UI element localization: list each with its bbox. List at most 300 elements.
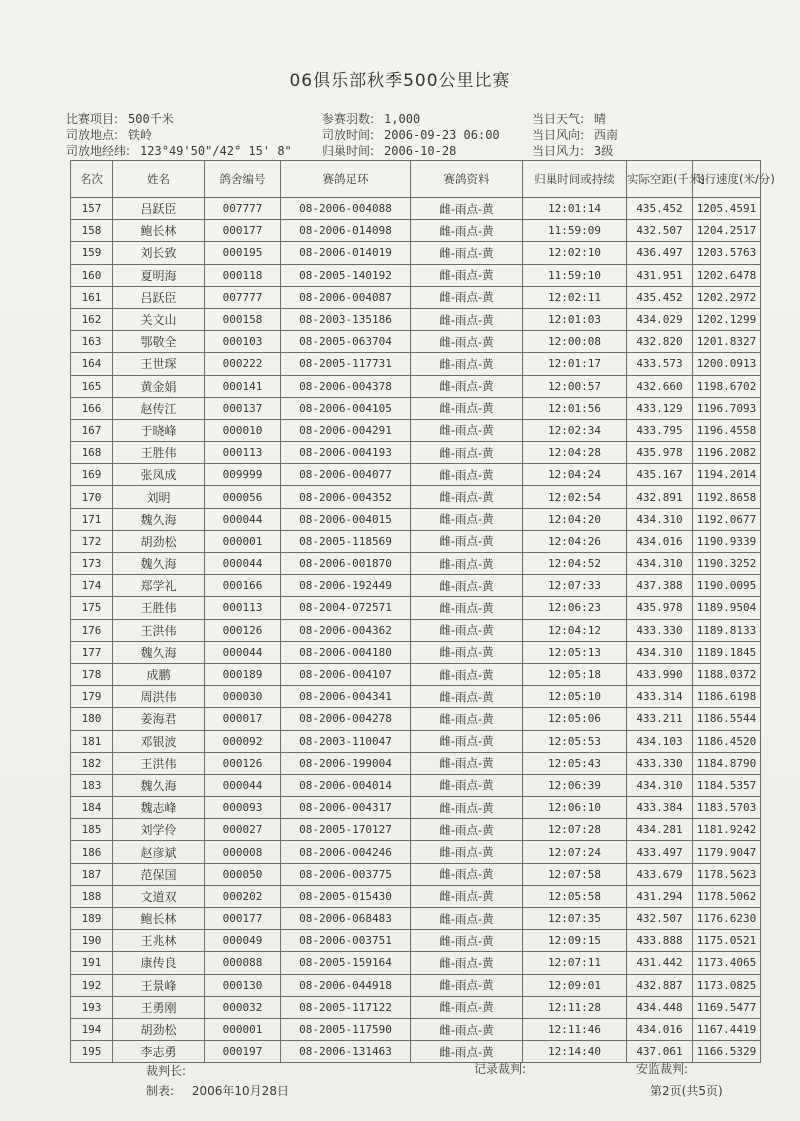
- cell-name: 王洪伟: [113, 752, 205, 774]
- cell-ring: 08-2006-014019: [281, 242, 411, 264]
- made-by-label: 制表:: [146, 1084, 175, 1098]
- cell-loft-id: 000056: [205, 486, 281, 508]
- cell-pigeon-info: 雌-雨点-黄: [411, 1041, 523, 1063]
- made-by: [146, 1082, 289, 1099]
- cell-loft-id: 000113: [205, 597, 281, 619]
- cell-pigeon-info: 雌-雨点-黄: [411, 774, 523, 796]
- cell-arrival-time: 12:11:28: [523, 996, 627, 1018]
- cell-ring: 08-2005-063704: [281, 331, 411, 353]
- cell-ring: 08-2006-192449: [281, 575, 411, 597]
- cell-loft-id: 000017: [205, 708, 281, 730]
- cell-distance: 433.497: [627, 841, 693, 863]
- cell-distance: 433.795: [627, 419, 693, 441]
- cell-ring: 08-2006-004105: [281, 397, 411, 419]
- cell-ring: 08-2006-004193: [281, 442, 411, 464]
- cell-ring: 08-2005-015430: [281, 885, 411, 907]
- table-row: [71, 375, 761, 397]
- cell-pigeon-info: 雌-雨点-黄: [411, 442, 523, 464]
- cell-loft-id: 000027: [205, 819, 281, 841]
- cell-rank: 158: [71, 220, 113, 242]
- cell-ring: 08-2006-004362: [281, 619, 411, 641]
- cell-distance: 431.951: [627, 264, 693, 286]
- cell-name: 成鹏: [113, 663, 205, 685]
- cell-speed: 1190.3252: [693, 553, 761, 575]
- cell-pigeon-info: 雌-雨点-黄: [411, 730, 523, 752]
- cell-arrival-time: 12:05:58: [523, 885, 627, 907]
- cell-loft-id: 000010: [205, 419, 281, 441]
- cell-pigeon-info: 雌-雨点-黄: [411, 264, 523, 286]
- wind-force-label: 当日风力:: [532, 144, 585, 158]
- cell-loft-id: 000177: [205, 220, 281, 242]
- table-row: [71, 198, 761, 220]
- cell-rank: 188: [71, 885, 113, 907]
- cell-pigeon-info: 雌-雨点-黄: [411, 331, 523, 353]
- return-time-label: 归巢时间:: [322, 144, 375, 158]
- cell-rank: 183: [71, 774, 113, 796]
- table-row: [71, 397, 761, 419]
- cell-name: 刘长致: [113, 242, 205, 264]
- cell-speed: 1192.8658: [693, 486, 761, 508]
- cell-name: 关文山: [113, 308, 205, 330]
- cell-speed: 1189.1845: [693, 641, 761, 663]
- cell-distance: 431.294: [627, 885, 693, 907]
- cell-pigeon-info: 雌-雨点-黄: [411, 885, 523, 907]
- cell-arrival-time: 12:07:58: [523, 863, 627, 885]
- table-row: [71, 908, 761, 930]
- cell-speed: 1196.2082: [693, 442, 761, 464]
- cell-pigeon-info: 雌-雨点-黄: [411, 974, 523, 996]
- cell-pigeon-info: 雌-雨点-黄: [411, 198, 523, 220]
- cell-name: 姜海君: [113, 708, 205, 730]
- cell-loft-id: 007777: [205, 286, 281, 308]
- cell-rank: 189: [71, 908, 113, 930]
- cell-name: 张凤成: [113, 464, 205, 486]
- event-item-label: 比赛项目:: [66, 112, 119, 126]
- event-item-value: 500千米: [128, 112, 174, 126]
- cell-loft-id: 000130: [205, 974, 281, 996]
- cell-pigeon-info: 雌-雨点-黄: [411, 575, 523, 597]
- cell-arrival-time: 12:09:15: [523, 930, 627, 952]
- cell-speed: 1173.4065: [693, 952, 761, 974]
- cell-arrival-time: 12:11:46: [523, 1018, 627, 1040]
- release-place-value: 铁岭: [128, 128, 153, 142]
- table-row: [71, 996, 761, 1018]
- table-row: [71, 841, 761, 863]
- cell-name: 范保国: [113, 863, 205, 885]
- release-coords: [66, 142, 292, 159]
- cell-rank: 186: [71, 841, 113, 863]
- cell-name: 鄂敬全: [113, 331, 205, 353]
- cell-speed: 1188.0372: [693, 663, 761, 685]
- table-row: [71, 974, 761, 996]
- cell-ring: 08-2006-004341: [281, 686, 411, 708]
- cell-loft-id: 000001: [205, 530, 281, 552]
- cell-arrival-time: 12:05:18: [523, 663, 627, 685]
- cell-speed: 1189.9504: [693, 597, 761, 619]
- cell-speed: 1167.4419: [693, 1018, 761, 1040]
- cell-name: 赵彦斌: [113, 841, 205, 863]
- entries-value: 1,000: [384, 112, 421, 126]
- cell-rank: 192: [71, 974, 113, 996]
- cell-speed: 1205.4591: [693, 198, 761, 220]
- cell-arrival-time: 12:04:12: [523, 619, 627, 641]
- cell-distance: 434.310: [627, 553, 693, 575]
- cell-pigeon-info: 雌-雨点-黄: [411, 375, 523, 397]
- cell-arrival-time: 12:05:53: [523, 730, 627, 752]
- cell-arrival-time: 12:06:10: [523, 797, 627, 819]
- release-time-label: 司放时间:: [322, 128, 375, 142]
- cell-loft-id: 000177: [205, 908, 281, 930]
- cell-pigeon-info: 雌-雨点-黄: [411, 530, 523, 552]
- cell-pigeon-info: 雌-雨点-黄: [411, 553, 523, 575]
- cell-distance: 432.507: [627, 908, 693, 930]
- table-row: [71, 220, 761, 242]
- entries: [322, 110, 420, 127]
- cell-speed: 1189.8133: [693, 619, 761, 641]
- cell-arrival-time: 12:05:10: [523, 686, 627, 708]
- cell-speed: 1175.0521: [693, 930, 761, 952]
- cell-rank: 184: [71, 797, 113, 819]
- cell-arrival-time: 12:07:11: [523, 952, 627, 974]
- cell-pigeon-info: 雌-雨点-黄: [411, 619, 523, 641]
- recorder-label: 记录裁判:: [474, 1062, 527, 1076]
- cell-loft-id: 000001: [205, 1018, 281, 1040]
- cell-loft-id: 000044: [205, 508, 281, 530]
- cell-pigeon-info: 雌-雨点-黄: [411, 308, 523, 330]
- cell-arrival-time: 12:05:43: [523, 752, 627, 774]
- cell-name: 鲍长林: [113, 220, 205, 242]
- table-row: [71, 686, 761, 708]
- cell-distance: 432.660: [627, 375, 693, 397]
- results-body: [71, 198, 761, 1063]
- weather-value: 晴: [594, 112, 607, 126]
- cell-arrival-time: 12:00:57: [523, 375, 627, 397]
- cell-rank: 164: [71, 353, 113, 375]
- page-info: 第2页(共5页): [650, 1084, 723, 1098]
- cell-ring: 08-2005-159164: [281, 952, 411, 974]
- cell-loft-id: 000195: [205, 242, 281, 264]
- cell-pigeon-info: 雌-雨点-黄: [411, 841, 523, 863]
- cell-distance: 433.330: [627, 619, 693, 641]
- cell-arrival-time: 12:04:28: [523, 442, 627, 464]
- cell-ring: 08-2005-170127: [281, 819, 411, 841]
- table-row: [71, 553, 761, 575]
- cell-distance: 434.029: [627, 308, 693, 330]
- cell-loft-id: 000158: [205, 308, 281, 330]
- cell-pigeon-info: 雌-雨点-黄: [411, 286, 523, 308]
- cell-rank: 181: [71, 730, 113, 752]
- cell-distance: 433.129: [627, 397, 693, 419]
- cell-ring: 08-2006-004077: [281, 464, 411, 486]
- cell-rank: 163: [71, 331, 113, 353]
- results-table: [70, 160, 775, 1063]
- cell-pigeon-info: 雌-雨点-黄: [411, 686, 523, 708]
- cell-ring: 08-2006-003751: [281, 930, 411, 952]
- cell-name: 王世琛: [113, 353, 205, 375]
- cell-loft-id: 007777: [205, 198, 281, 220]
- col-header-pigeon-info: 赛鸽资料: [411, 161, 523, 198]
- cell-name: 魏久海: [113, 641, 205, 663]
- cell-distance: 433.888: [627, 930, 693, 952]
- return-time-value: 2006-10-28: [384, 144, 457, 158]
- table-row: [71, 486, 761, 508]
- cell-rank: 173: [71, 553, 113, 575]
- table-row: [71, 774, 761, 796]
- cell-speed: 1190.9339: [693, 530, 761, 552]
- cell-ring: 08-2005-117122: [281, 996, 411, 1018]
- cell-ring: 08-2006-004317: [281, 797, 411, 819]
- cell-arrival-time: 12:07:28: [523, 819, 627, 841]
- cell-distance: 435.452: [627, 286, 693, 308]
- cell-name: 王洪伟: [113, 619, 205, 641]
- cell-name: 于晓峰: [113, 419, 205, 441]
- cell-name: 赵传江: [113, 397, 205, 419]
- cell-speed: 1183.5703: [693, 797, 761, 819]
- cell-ring: 08-2006-004278: [281, 708, 411, 730]
- cell-loft-id: 009999: [205, 464, 281, 486]
- table-row: [71, 286, 761, 308]
- table-row: [71, 952, 761, 974]
- cell-rank: 162: [71, 308, 113, 330]
- cell-rank: 185: [71, 819, 113, 841]
- cell-speed: 1173.0825: [693, 974, 761, 996]
- table-row: [71, 641, 761, 663]
- cell-speed: 1202.2972: [693, 286, 761, 308]
- cell-rank: 166: [71, 397, 113, 419]
- cell-speed: 1169.5477: [693, 996, 761, 1018]
- table-row: [71, 619, 761, 641]
- cell-rank: 182: [71, 752, 113, 774]
- cell-name: 吕跃臣: [113, 286, 205, 308]
- cell-rank: 159: [71, 242, 113, 264]
- cell-loft-id: 000049: [205, 930, 281, 952]
- cell-speed: 1184.8790: [693, 752, 761, 774]
- return-time: [322, 142, 456, 159]
- cell-ring: 08-2006-004246: [281, 841, 411, 863]
- col-header-ring: 赛鸽足环: [281, 161, 411, 198]
- cell-name: 魏久海: [113, 553, 205, 575]
- release-place-label: 司放地点:: [66, 128, 119, 142]
- cell-pigeon-info: 雌-雨点-黄: [411, 220, 523, 242]
- cell-loft-id: 000118: [205, 264, 281, 286]
- cell-rank: 170: [71, 486, 113, 508]
- cell-name: 黄金娟: [113, 375, 205, 397]
- cell-loft-id: 000202: [205, 885, 281, 907]
- cell-distance: 433.330: [627, 752, 693, 774]
- cell-ring: 08-2005-117731: [281, 353, 411, 375]
- cell-rank: 178: [71, 663, 113, 685]
- cell-distance: 433.573: [627, 353, 693, 375]
- cell-rank: 168: [71, 442, 113, 464]
- cell-distance: 433.384: [627, 797, 693, 819]
- cell-ring: 08-2004-072571: [281, 597, 411, 619]
- cell-arrival-time: 12:00:08: [523, 331, 627, 353]
- cell-rank: 157: [71, 198, 113, 220]
- cell-rank: 193: [71, 996, 113, 1018]
- cell-speed: 1201.8327: [693, 331, 761, 353]
- cell-speed: 1202.6478: [693, 264, 761, 286]
- wind-direction: [532, 126, 618, 143]
- cell-loft-id: 000044: [205, 774, 281, 796]
- cell-arrival-time: 12:06:39: [523, 774, 627, 796]
- cell-distance: 434.016: [627, 530, 693, 552]
- release-coords-label: 司放地经纬:: [66, 144, 131, 158]
- cell-rank: 167: [71, 419, 113, 441]
- cell-pigeon-info: 雌-雨点-黄: [411, 242, 523, 264]
- judge-head-label: 裁判长:: [146, 1064, 187, 1078]
- cell-loft-id: 000113: [205, 442, 281, 464]
- cell-arrival-time: 12:09:01: [523, 974, 627, 996]
- cell-ring: 08-2005-140192: [281, 264, 411, 286]
- cell-ring: 08-2006-004087: [281, 286, 411, 308]
- cell-ring: 08-2006-004014: [281, 774, 411, 796]
- col-header-loft-id: 鸽舍编号: [205, 161, 281, 198]
- cell-ring: 08-2005-117590: [281, 1018, 411, 1040]
- cell-ring: 08-2006-004352: [281, 486, 411, 508]
- cell-rank: 171: [71, 508, 113, 530]
- cell-rank: 176: [71, 619, 113, 641]
- table-row: [71, 797, 761, 819]
- cell-name: 夏明海: [113, 264, 205, 286]
- cell-speed: 1200.0913: [693, 353, 761, 375]
- cell-arrival-time: 12:02:11: [523, 286, 627, 308]
- cell-arrival-time: 12:04:52: [523, 553, 627, 575]
- cell-ring: 08-2006-004088: [281, 198, 411, 220]
- cell-name: 邓银波: [113, 730, 205, 752]
- cell-rank: 165: [71, 375, 113, 397]
- cell-speed: 1196.7093: [693, 397, 761, 419]
- cell-pigeon-info: 雌-雨点-黄: [411, 1018, 523, 1040]
- cell-name: 魏久海: [113, 508, 205, 530]
- cell-speed: 1203.5763: [693, 242, 761, 264]
- table-row: [71, 708, 761, 730]
- cell-pigeon-info: 雌-雨点-黄: [411, 641, 523, 663]
- table-row: [71, 863, 761, 885]
- cell-loft-id: 000032: [205, 996, 281, 1018]
- cell-rank: 177: [71, 641, 113, 663]
- cell-distance: 435.167: [627, 464, 693, 486]
- cell-ring: 08-2006-004107: [281, 663, 411, 685]
- cell-pigeon-info: 雌-雨点-黄: [411, 663, 523, 685]
- cell-arrival-time: 12:01:14: [523, 198, 627, 220]
- cell-arrival-time: 12:04:24: [523, 464, 627, 486]
- cell-ring: 08-2006-004015: [281, 508, 411, 530]
- cell-loft-id: 000141: [205, 375, 281, 397]
- cell-pigeon-info: 雌-雨点-黄: [411, 708, 523, 730]
- cell-ring: 08-2006-003775: [281, 863, 411, 885]
- cell-ring: 08-2006-044918: [281, 974, 411, 996]
- cell-loft-id: 000008: [205, 841, 281, 863]
- cell-ring: 08-2006-004291: [281, 419, 411, 441]
- cell-ring: 08-2006-199004: [281, 752, 411, 774]
- cell-pigeon-info: 雌-雨点-黄: [411, 597, 523, 619]
- cell-arrival-time: 12:07:24: [523, 841, 627, 863]
- cell-loft-id: 000103: [205, 331, 281, 353]
- cell-distance: 435.978: [627, 597, 693, 619]
- cell-speed: 1198.6702: [693, 375, 761, 397]
- cell-arrival-time: 12:07:35: [523, 908, 627, 930]
- cell-speed: 1178.5062: [693, 885, 761, 907]
- table-row: [71, 331, 761, 353]
- cell-ring: 08-2006-068483: [281, 908, 411, 930]
- safety-judge-label: 安监裁判:: [636, 1062, 689, 1076]
- cell-speed: 1186.6198: [693, 686, 761, 708]
- release-coords-value: 123°49'50"/42° 15' 8": [140, 144, 292, 158]
- cell-pigeon-info: 雌-雨点-黄: [411, 353, 523, 375]
- cell-loft-id: 000126: [205, 752, 281, 774]
- event-item: [66, 110, 174, 127]
- cell-speed: 1196.4558: [693, 419, 761, 441]
- table-row: [71, 930, 761, 952]
- cell-name: 胡劲松: [113, 1018, 205, 1040]
- table-row: [71, 442, 761, 464]
- cell-rank: 175: [71, 597, 113, 619]
- cell-ring: 08-2006-014098: [281, 220, 411, 242]
- made-date: 2006年10月28日: [191, 1084, 289, 1098]
- cell-speed: 1181.9242: [693, 819, 761, 841]
- table-row: [71, 597, 761, 619]
- table-row: [71, 242, 761, 264]
- cell-distance: 433.211: [627, 708, 693, 730]
- cell-name: 王勇刚: [113, 996, 205, 1018]
- cell-distance: 434.281: [627, 819, 693, 841]
- cell-ring: 08-2006-004378: [281, 375, 411, 397]
- cell-rank: 194: [71, 1018, 113, 1040]
- cell-name: 胡劲松: [113, 530, 205, 552]
- table-row: [71, 752, 761, 774]
- cell-rank: 179: [71, 686, 113, 708]
- cell-arrival-time: 12:01:56: [523, 397, 627, 419]
- wind-direction-value: 西南: [594, 128, 619, 142]
- cell-arrival-time: 11:59:09: [523, 220, 627, 242]
- cell-rank: 187: [71, 863, 113, 885]
- cell-ring: 08-2006-131463: [281, 1041, 411, 1063]
- cell-rank: 180: [71, 708, 113, 730]
- cell-loft-id: 000093: [205, 797, 281, 819]
- cell-name: 鲍长林: [113, 908, 205, 930]
- table-row: [71, 464, 761, 486]
- cell-loft-id: 000189: [205, 663, 281, 685]
- cell-rank: 161: [71, 286, 113, 308]
- cell-speed: 1166.5329: [693, 1041, 761, 1063]
- cell-ring: 08-2005-118569: [281, 530, 411, 552]
- cell-name: 王兆林: [113, 930, 205, 952]
- cell-pigeon-info: 雌-雨点-黄: [411, 996, 523, 1018]
- col-header-speed: 飞行速度(米/分): [693, 161, 761, 198]
- cell-speed: 1184.5357: [693, 774, 761, 796]
- cell-speed: 1186.5544: [693, 708, 761, 730]
- header-row: [71, 161, 761, 198]
- cell-pigeon-info: 雌-雨点-黄: [411, 486, 523, 508]
- cell-distance: 434.310: [627, 508, 693, 530]
- cell-arrival-time: 12:02:10: [523, 242, 627, 264]
- cell-distance: 432.887: [627, 974, 693, 996]
- cell-arrival-time: 12:02:54: [523, 486, 627, 508]
- table-row: [71, 264, 761, 286]
- cell-rank: 169: [71, 464, 113, 486]
- cell-distance: 432.507: [627, 220, 693, 242]
- cell-arrival-time: 12:05:06: [523, 708, 627, 730]
- col-header-rank: 名次: [71, 161, 113, 198]
- cell-ring: 08-2006-001870: [281, 553, 411, 575]
- weather: [532, 110, 606, 127]
- cell-pigeon-info: 雌-雨点-黄: [411, 863, 523, 885]
- wind-force: [532, 142, 613, 159]
- cell-name: 王胜伟: [113, 597, 205, 619]
- cell-loft-id: 000222: [205, 353, 281, 375]
- cell-pigeon-info: 雌-雨点-黄: [411, 419, 523, 441]
- cell-speed: 1186.4520: [693, 730, 761, 752]
